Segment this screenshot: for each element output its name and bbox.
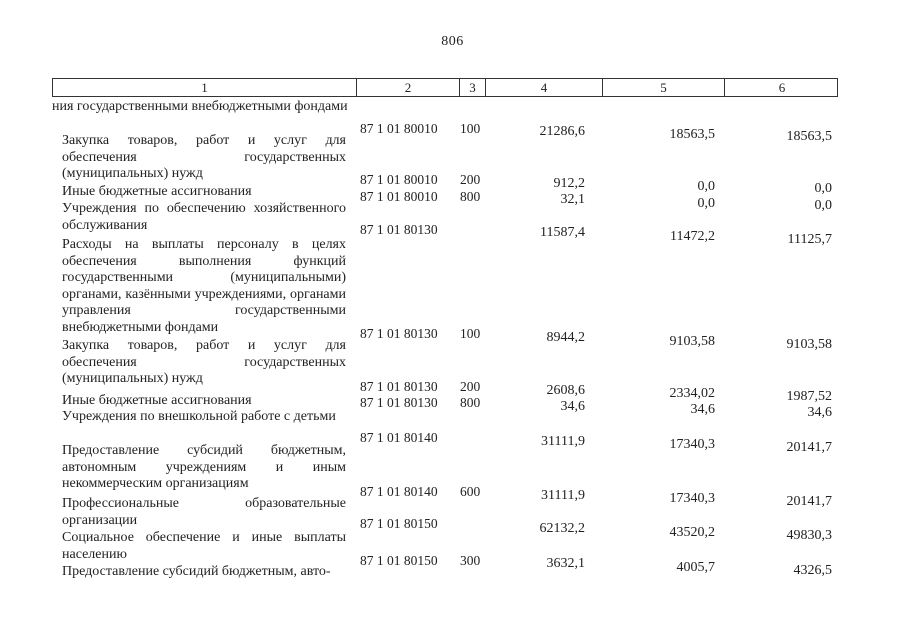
row-code: 87 1 01 80140 — [360, 430, 438, 445]
row-description: Иные бюджетные ассигнования — [62, 184, 252, 199]
header-col-5: 5 — [602, 79, 724, 96]
row-value-col4: 31111,9 — [541, 434, 585, 449]
row-value-col5: 17340,3 — [669, 437, 715, 452]
row-value-col6: 11125,7 — [787, 232, 832, 247]
row-value-col6: 9103,58 — [786, 337, 832, 352]
header-col-2: 2 — [356, 79, 459, 96]
row-value-col6: 20141,7 — [786, 494, 832, 509]
row-value-col4: 2608,6 — [546, 383, 585, 398]
row-value-col4: 32,1 — [560, 192, 585, 207]
row-description: Иные бюджетные ассигнования — [62, 393, 252, 408]
row-value-col6: 20141,7 — [786, 440, 832, 455]
header-col-3: 3 — [459, 79, 485, 96]
row-code: 87 1 01 80130 — [360, 395, 438, 410]
row-code: 87 1 01 80130 — [360, 326, 438, 341]
page-number: 806 — [441, 34, 464, 49]
row-kind: 800 — [460, 395, 481, 410]
header-col-1: 1 — [201, 80, 208, 95]
row-code: 87 1 01 80150 — [360, 553, 438, 568]
row-value-col5: 43520,2 — [669, 525, 715, 540]
row-value-col4: 34,6 — [560, 399, 585, 414]
row-description: Профессиональные образовательные организации — [62, 496, 346, 528]
row-value-col4: 21286,6 — [539, 124, 585, 139]
row-value-col4: 62132,2 — [539, 521, 585, 536]
row-value-col5: 18563,5 — [669, 127, 715, 142]
row-value-col5: 0,0 — [697, 179, 715, 194]
row-value-col6: 0,0 — [814, 198, 832, 213]
header-col-4: 4 — [485, 79, 602, 96]
row-value-col6: 1987,52 — [786, 389, 832, 404]
row-value-col5: 0,0 — [697, 196, 715, 211]
row-code: 87 1 01 80150 — [360, 516, 438, 531]
row-code: 87 1 01 80010 — [360, 121, 438, 136]
row-value-col5: 17340,3 — [669, 491, 715, 506]
row-value-col5: 34,6 — [690, 402, 715, 417]
row-kind: 200 — [460, 379, 481, 394]
row-value-col4: 31111,9 — [541, 488, 585, 503]
row-description: ния государственными внебюджетными фондами — [52, 99, 348, 114]
row-value-col5: 9103,58 — [669, 334, 715, 349]
row-description: Закупка товаров, работ и услуг для обеспечения государственных (муниципальных) нужд — [62, 338, 346, 386]
row-value-col6: 18563,5 — [786, 129, 832, 144]
row-description: Закупка товаров, работ и услуг для обеспечения государственных (муниципальных) нужд — [62, 133, 346, 181]
row-description: Учреждения по внешкольной работе с детьми — [62, 409, 336, 424]
row-description: Социальное обеспечение и иные выплаты населению — [62, 530, 346, 562]
table-header — [52, 78, 838, 97]
row-value-col5: 11472,2 — [670, 229, 715, 244]
row-kind: 600 — [460, 484, 481, 499]
row-code: 87 1 01 80130 — [360, 222, 438, 237]
row-code: 87 1 01 80130 — [360, 379, 438, 394]
row-description: Предоставление субсидий бюджетным, автономным учреждениям и иным некоммерческим организациям — [62, 443, 346, 491]
row-description: Учреждения по обеспечению хозяйственного обслуживания — [62, 201, 346, 233]
row-value-col6: 0,0 — [814, 181, 832, 196]
row-value-col5: 4005,7 — [676, 560, 715, 575]
row-value-col6: 4326,5 — [793, 563, 832, 578]
row-description: Предоставление субсидий бюджетным, авто- — [62, 564, 331, 579]
row-kind: 100 — [460, 326, 481, 341]
row-code: 87 1 01 80140 — [360, 484, 438, 499]
row-kind: 300 — [460, 553, 481, 568]
row-kind: 200 — [460, 172, 481, 187]
row-value-col5: 2334,02 — [669, 386, 715, 401]
row-value-col4: 8944,2 — [546, 330, 585, 345]
row-kind: 100 — [460, 121, 481, 136]
header-col-6: 6 — [724, 79, 839, 96]
row-value-col6: 49830,3 — [786, 528, 832, 543]
row-value-col4: 912,2 — [553, 176, 585, 191]
row-value-col6: 34,6 — [807, 405, 832, 420]
row-value-col4: 3632,1 — [546, 556, 585, 571]
row-description: Расходы на выплаты персоналу в целях обеспечения выполнения функций государственными (муниципальными) органами, казёнными учреждениями, органами управления государственными внебюджетными фондами — [62, 237, 346, 335]
row-code: 87 1 01 80010 — [360, 172, 438, 187]
row-code: 87 1 01 80010 — [360, 189, 438, 204]
row-kind: 800 — [460, 189, 481, 204]
row-value-col4: 11587,4 — [540, 225, 585, 240]
